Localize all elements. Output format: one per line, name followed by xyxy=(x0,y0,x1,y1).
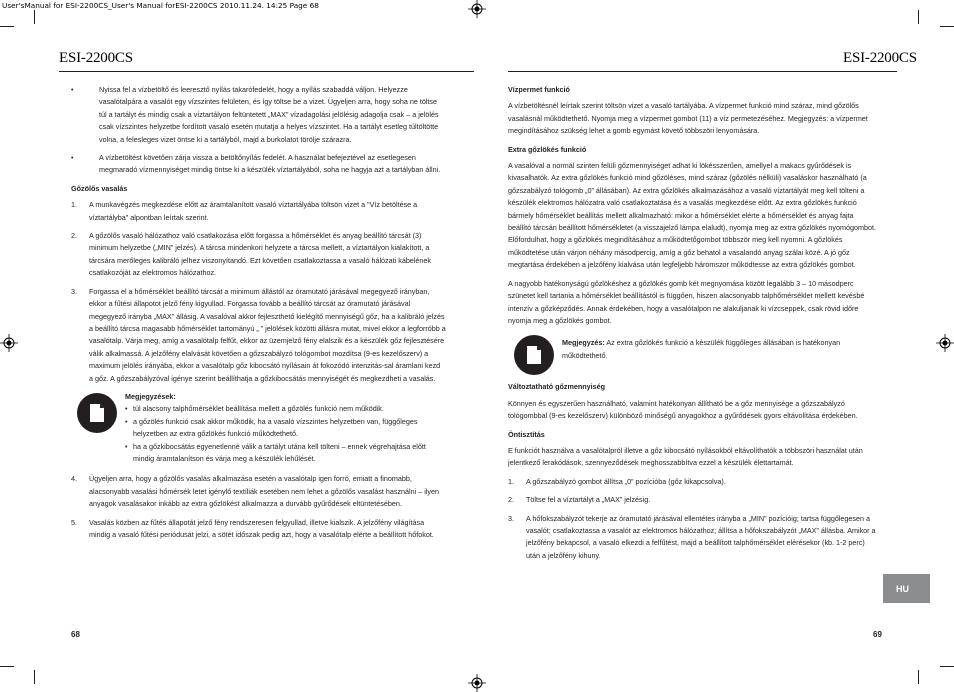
crop-mark xyxy=(918,670,919,684)
note-list xyxy=(125,403,446,465)
right-column xyxy=(508,84,878,568)
step-text: A hőfokszabályzót tekerje az óramutató járásával ellentétes irányba a „MIN” pozícióig; tartsa függőlegesen a vasalót; csatlakoztassa a vasalót az elektromos hálózathoz; állítsa a hőfokszabályzót „MAX” állásba. Amikor a jelzőfény bekapcsol, a vasaló elkezdi a felfűtést, majd a beállított talphőmérséklet elérésekor (kb. 1-2 perc) után a jelzőfény kihuny. xyxy=(526,513,876,560)
list-item xyxy=(508,513,878,563)
left-header-rule xyxy=(59,71,474,72)
note-item: • ha a gőzkibocsátás egyenetlenné válik a tartályt utána kell tölteni – ennek végrehajtása előtt mindig áramtalanítson és várja meg a készülék lehűlését. xyxy=(125,441,446,466)
note-item: • túl alacsony talphőmérséklet beállítása mellett a gőzölés funkció nem működik. xyxy=(125,403,446,415)
registration-mark-icon xyxy=(468,0,486,18)
print-slug: User'sManual for ESI-2200CS_User's Manual forESI-2200CS 2010.11.24. 14:25 Page 68 xyxy=(2,1,319,10)
right-header-rule xyxy=(508,71,897,72)
paragraph: Könnyen és egyszerűen használható, valamint hatékonyan állítható be a gőz mennyisége a gőzszabályzó tológombbal (9-es kezelőszerv) különböző minőségű anyagokhoz a gyűrődések gyors eltávolítása érdekében. xyxy=(508,398,858,421)
bullet-mark: • xyxy=(71,85,74,94)
list-item xyxy=(71,230,446,280)
section-heading-variable-steam: Változtatható gőzmennyiség xyxy=(508,382,606,392)
step-text: A munkavégzés megkezdése előtt az áramtalanított vasaló víztartályába töltsön vizet a "Víz betöltése a víztartályba" alpontban leírtak szerint. xyxy=(89,200,418,222)
bullet-text: A vízbetöltést követően zárja vissza a betöltőnyílás fedelét. A használat befejeztével az esetlegesen megmaradó vízmennyiséget mindig öntse ki a készülék víztartályából, soha ne hagyja azt a tartályban állni. xyxy=(99,153,441,175)
step-number: 4. xyxy=(71,474,77,484)
step-text: A gőzszabályzó gombot állítsa „0” pozícióba (gőz kikapcsolva). xyxy=(526,476,726,486)
crop-mark xyxy=(940,666,954,667)
crop-mark xyxy=(940,26,954,27)
section-heading-steam-ironing: Gőzölős vasalás xyxy=(71,183,128,193)
list-item xyxy=(71,517,446,542)
note-box xyxy=(71,391,446,465)
bullet-text: Nyissa fel a vízbetöltő és leeresztő nyílás takarófedelét, hogy a nyílás szabaddá váljon. Helyezze vasalótalpára a vasalót egy vízszintes felületen, és így töltse be a vizet. Ügyeljen arra, hogy soha ne töltse túl a tartályt és mindig csak a víztartályon feltüntetett „MAX” vízadagolási jelölésig adagolja csak – a jelölés csak vízszintes helyzetbe fordított vasaló esetén mutatja a helyes vízszintet. Ha a tartályt esetleg túltöltötte volna, a felesleges vizet öntse ki a tartályból, majd a burkolatot törölje szárazra. xyxy=(99,85,439,144)
registration-mark-icon xyxy=(468,674,486,692)
paragraph: A nagyobb hatékonyságú gőzlökéshez a gőzlökés gomb két megnyomása között legalább 3 – 10 másodperc szünetet kell tartania a hőmérséklet beállítástól is függően, hiszen alacsonyabb talphőmérséklet mellett kevésbé intenzív a gőzképződés. Annak érdekében, hogy a vasalótalpon ne alakuljanak ki vízcseppek, csak rövid időre nyomja meg a gőzlökés gombot. xyxy=(508,278,865,325)
step-number: 2. xyxy=(71,231,77,241)
list-item xyxy=(71,152,446,177)
bullet-mark: • xyxy=(71,153,74,163)
section-heading-spray: Vízpermet funkció xyxy=(508,85,570,94)
step-number: 5. xyxy=(71,517,77,527)
list-item xyxy=(71,199,446,224)
crop-mark xyxy=(918,10,919,24)
paragraph: E funkciót használva a vasalótalpról illetve a gőz kibocsátó nyílásokból eltávolíthatók a többszöri használat után jelentkező lerakódások, szennyeződések meghosszabbítva ezzel a készülék élettartamát. xyxy=(508,445,863,468)
note-item: • a gőzölés funkció csak akkor működik, ha a vasaló vízszintes helyzetben van, függőleges helyzetben az extra gőzlökés funkció működtethető. xyxy=(125,416,446,441)
crop-mark xyxy=(34,10,35,24)
left-column xyxy=(71,84,446,547)
step-text: Töltse fel a víztartályt a „MAX” jelzésig. xyxy=(526,495,651,505)
right-page-number: 69 xyxy=(873,630,882,639)
note-text: Az extra gőzlökés funkció a készülék függőleges állásában is hatékonyan működtethető. xyxy=(562,338,841,360)
note-body xyxy=(562,333,878,362)
step-number: 3. xyxy=(508,513,514,523)
step-text: Ügyeljen arra, hogy a gőzölős vasalás alkalmazása esetén a vasalótalp igen forró, emiatt a finomabb, alacsonyabb vasalási hőmérsék letet igénylő textíliák esetében nem lehet a gőzölős vasalást használni – ilyen anyagok vasalásakor inkább az extra gőzlökést alkalmazza a durvább gyűrődések eltüntetésében. xyxy=(89,474,439,509)
section-heading-burst: Extra gőzlökés funkció xyxy=(508,144,587,154)
crop-mark xyxy=(0,666,14,667)
section-heading-self-clean: Öntisztítás xyxy=(508,429,545,439)
step-text: Vasalás közben az fűtés állapotát jelző fény rendszeresen felgyullad, illetve kialszik. A jelzőfény világítása mindig a vasaló fűtési periódusát jelzi, a sötét időszak pedig azt, hogy a vasalótalp elérte a beállított hőfokot. xyxy=(89,517,434,539)
crop-mark xyxy=(34,670,35,684)
left-page-number: 68 xyxy=(71,630,80,639)
list-item xyxy=(71,473,446,510)
registration-mark-icon xyxy=(0,334,18,352)
right-page-title: ESI-2200CS xyxy=(843,50,917,66)
crop-mark xyxy=(0,26,14,27)
list-item xyxy=(508,494,878,506)
note-document-icon xyxy=(77,393,117,433)
step-text: A gőzölős vasaló hálózathoz való csatlakozása előtt forgassa a hőmérséklet és anyag beállító tárcsát (3) minimum helyzetbe („MIN” jelzés). A tárcsa mindenkori helyzete a tárcsa mellett, a víztartályon kialakított, a tárcsára merőleges kalibráló jelhez viszonyítandó. Ezt követően csatlakoztassa a vasaló hálózati kábelének csatlakozóját az elektromos hálózathoz. xyxy=(89,231,431,278)
list-item xyxy=(71,84,446,146)
list-item xyxy=(71,286,446,385)
note-title: Megjegyzés: xyxy=(562,338,605,348)
step-number: 1. xyxy=(71,200,77,210)
paragraph: A vízbetöltésnél leírtak szerint töltsön vizet a vasaló tartályába. A vízpermet funkció mind száraz, mind gőzölős vasalásnál működtethető. Nyomja meg a vízpermet gombot (11) a víz permetezéséhez. Megjegyzés: a vízpermet megindításához szükség lehet a gomb egymást követő többszöri lenyomására. xyxy=(508,101,868,136)
paragraph: A vasalóval a normál szinten felüli gőzmennyiséget adhat ki lökésszerűen, amellyel a makacs gyűrődések is kivasalhatók. Az extra gőzlökés funkció mind gőzöléses, mind száraz (gőzölés nélküli) vasaláskor használható (a gőzszabályzó tológomb „0” állásában). Az extra gőzlökés alkalmazásához a vasaló víztartályát meg kell tölteni a készülék elektromos hálózatra való csatlakoztatása és a vasalás megkezdése előtt. Az extra gőzlökés funkció bármely hőmérséklet beállítás mellett alkalmazható: mikor a hőmérséklet elérte a hőmérséklet és anyag fajta beállító tárcsán beállított hőmérsékletet (a visszajelző lámpa elaludt), nyomja meg az extra gőzlökés nyomógombot. Előfordulhat, hogy a gőzlökés megindításához a működtetőgombot többször meg kell nyomni. A gőzlökés működtetése után várjon néhány másodpercig, amíg a gőz behatol a vasalandó anyag szálai közé. A jó gőz megtartása érdekében a jelzőfény kialvása után legfeljebb háromszor működtesse az extra gőzlökés gombot. xyxy=(508,161,876,270)
note-document-icon xyxy=(514,335,554,375)
language-tab: HU xyxy=(883,574,930,603)
note-title: Megjegyzések: xyxy=(125,391,176,401)
step-text: Forgassa el a hőmérséklet beállító tárcsát a minimum állástól az óramutató járásával megegyező irányban, ekkor a fűtési állapotot jelző fény kigyullad. Forgassa tovább a beállító tárcsát az óramutató járásával megegyező irányba „MAX” állásig. A vasalóval akkor fejleszthető kielégítő mennyiségű gőz, ha a kalibráló jelzés a beállító tárcsa magasabb hőmérséklet tartományú „ ” jelölések közötti állásra mutat, mivel ekkor a legforróbb a vasalótalp. Várja meg, amíg a vasalótalp felfűt, ekkor az üzemjelző fény elalszik és a készülék gőz fejlesztésére válik alkalmassá. A jelzőfény elalvását követően a gőzszabályzó tológombot mozdítsa (9-es kezelőszerv) a maximum jelölés irányába, ekkor a vasalótalp gőz kibocsátó nyílásain át fokozódó intenzitás-sal áramlani kezd a gőz. A gőzszabályzóval igénye szerint beállíthatja a gőzkibocsátás mennyiségét és megkezdheti a vasalás. xyxy=(89,286,446,383)
note-box xyxy=(508,333,878,373)
step-number: 2. xyxy=(508,495,514,505)
list-item xyxy=(508,476,878,488)
left-page-title: ESI-2200CS xyxy=(59,50,133,66)
step-number: 1. xyxy=(508,476,514,486)
step-number: 3. xyxy=(71,286,77,296)
registration-mark-icon xyxy=(936,334,954,352)
